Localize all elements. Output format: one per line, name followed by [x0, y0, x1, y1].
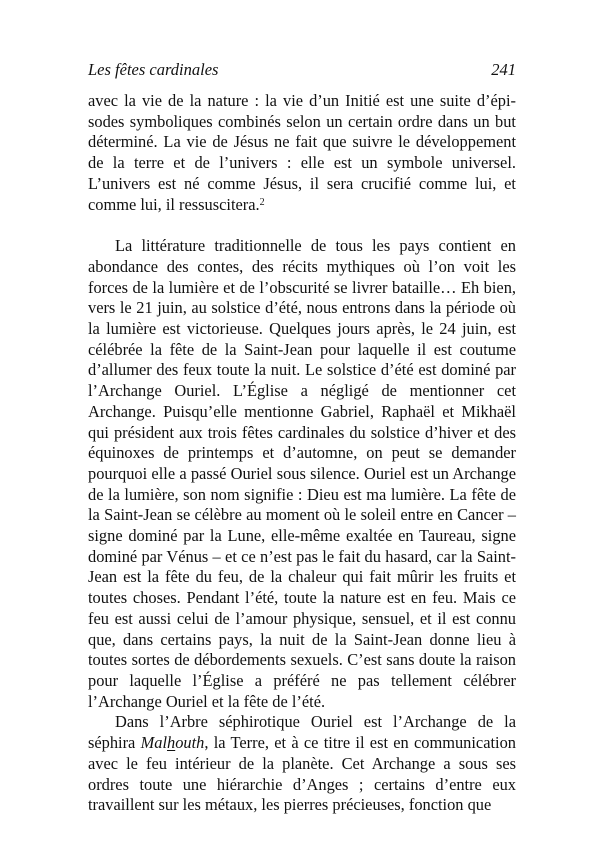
- page-number: 241: [491, 60, 516, 79]
- sephira-name: [141, 733, 205, 752]
- footnote-reference: 2: [259, 196, 265, 208]
- paragraph: [88, 712, 516, 816]
- body-text: [88, 91, 516, 816]
- paragraph-text: avec la vie de la nature : la vie d’un Initié est une suite d’épisodes symboliques combinés selon un certain ordre dans un but déterminé. La vie de Jésus ne fait que suivre le développement de la terre et de l’univers : elle est un symbole universel. L’univers est né comme Jésus, il sera crucifié comme lui, et comme lui, il ressuscitera.: [88, 91, 516, 214]
- paragraph-text: Dans l’Arbre séphirotique Ouriel est l’Archange de la séphira: [88, 712, 516, 753]
- sephira-name-part: Mal: [140, 733, 168, 753]
- paragraph-continuation: [88, 91, 516, 215]
- paragraph-text: , la Terre, et à ce titre il est en communication avec le feu intérieur de la planète. Cet Archange a sous ses ordres toute une hiérarchie d’Anges ; certains d’entre eux travaillent sur les métaux, les pierres précieuses, fonction que: [88, 733, 516, 815]
- sephira-name-underlined-letter: h: [167, 733, 176, 753]
- paragraph: La littérature traditionnelle de tous les pays contient en abondance des contes, des récits mythiques où l’on voit les forces de la lumière et de l’obscurité se livrer bataille… Eh bien, vers le 21 juin, au solstice d’été, nous entrons dans la période où la lumière est victorieuse. Quelques jours après, le 24 juin, est célébrée la fête de la Saint-Jean pour laquelle il est coutume d’allumer des feux toute la nuit. Le solstice d’été est dominé par l’Archange Ouriel. L’Église a négligé de mentionner cet Archange. Puisqu’elle mentionne Gabriel, Raphaël et Mikhaël qui président aux trois fêtes cardinales du solstice d’hiver et des équinoxes de printemps et d’automne, on peut se demander pourquoi elle a passé Ouriel sous silence. Ouriel est un Archange de la lumière, son nom signifie : Dieu est ma lumière. La fête de la Saint-Jean se célèbre au moment où le soleil entre en Cancer – signe dominé par la Lune, elle-même exaltée en Taureau, signe dominé par Vénus – et ce n’est pas le fait du hasard, car la Saint-Jean est la fête du feu, de la chaleur qui fait mûrir les fruits et toutes choses. Pendant l’été, toute la nature est en feu. Mais ce feu est aussi celui de l’amour physique, sensuel, et il est connu que, dans certains pays, la nuit de la Saint-Jean donne lieu à toutes sortes de débordements sexuels. C’est sans doute la raison pour laquelle l’Église a préféré ne pas tellement célébrer l’Archange Ouriel et la fête de l’été.: [88, 236, 516, 711]
- running-header: [88, 58, 516, 82]
- sephira-name-part: outh: [175, 733, 205, 753]
- chapter-title: Les fêtes cardinales: [88, 60, 219, 79]
